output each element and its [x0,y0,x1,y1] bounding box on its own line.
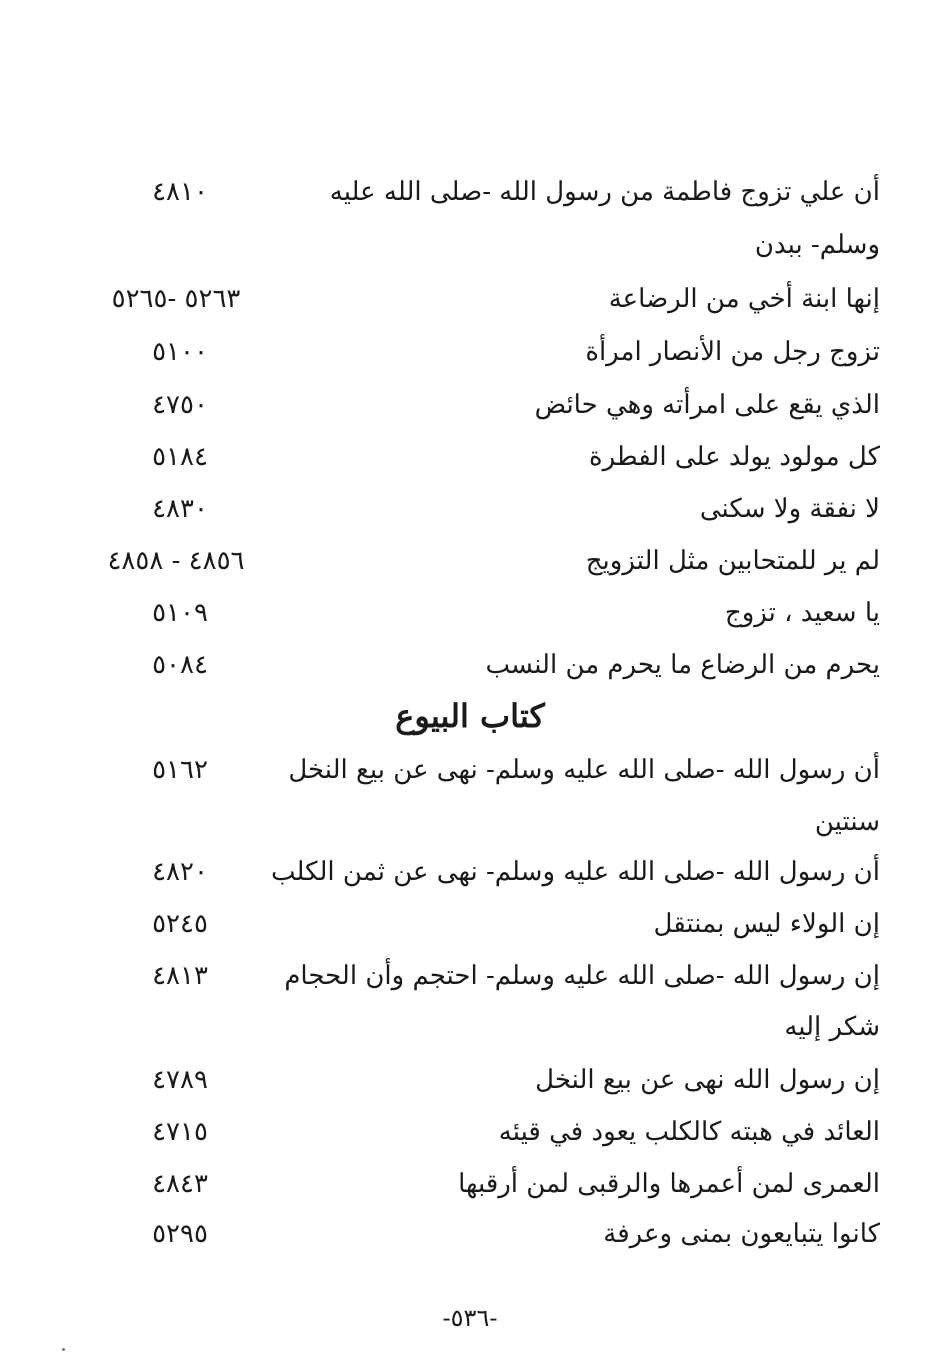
scan-speck [62,1348,65,1351]
hadith-entry [90,326,880,378]
hadith-text: كل مولود يولد على الفطرة [588,442,880,472]
hadith-entry [90,950,880,1002]
hadith-text: إن رسول الله نهى عن بيع النخل [535,1065,880,1095]
hadith-entry [90,166,880,218]
hadith-entry [90,379,880,431]
hadith-entry [90,898,880,950]
hadith-entry [90,639,880,691]
hadith-text: تزوج رجل من الأنصار امرأة [585,337,880,367]
hadith-text: لا نفقة ولا سكنى [699,494,880,524]
hadith-text: العمرى لمن أعمرها والرقبى لمن أرقبها [458,1169,880,1199]
hadith-reference-number: ٥١٠٠ [152,337,208,367]
hadith-text: أن رسول الله -صلى الله عليه وسلم- نهى عن ثمن الكلب [271,857,880,887]
hadith-entry [90,1158,880,1210]
section-heading: كتاب البيوع [395,697,545,735]
hadith-text: إنها ابنة أخي من الرضاعة [608,284,880,314]
hadith-reference-number: ٤٧٨٩ [152,1065,208,1095]
hadith-reference-number: ٤٨٤٣ [152,1169,208,1199]
page-number: -٥٣٦- [442,1304,498,1332]
hadith-entry [90,535,880,587]
hadith-reference-number: ٤٨٣٠ [152,494,208,524]
hadith-text: إن الولاء ليس بمنتقل [653,909,880,939]
hadith-entry [90,587,880,639]
hadith-reference-number: ٥١٦٢ [152,755,208,785]
hadith-text: كانوا يتبايعون بمنى وعرفة [603,1219,880,1249]
hadith-text: يحرم من الرضاع ما يحرم من النسب [485,650,880,680]
hadith-text: لم ير للمتحابين مثل التزويج [585,546,880,576]
hadith-reference-number: ٥٢٦٣ -٥٢٦٥ [111,284,241,314]
hadith-entry [90,744,880,796]
hadith-text: أن رسول الله -صلى الله عليه وسلم- نهى عن بيع النخل [288,755,880,785]
hadith-entry-continuation [90,796,880,848]
hadith-reference-number: ٤٧١٥ [152,1117,208,1147]
hadith-text: شكر إليه [784,1012,880,1042]
hadith-reference-number: ٥١٨٤ [152,442,208,472]
hadith-reference-number: ٤٨٢٠ [152,857,208,887]
hadith-entry [90,273,880,325]
hadith-reference-number: ٥١٠٩ [152,598,208,628]
hadith-text: العائد في هبته كالكلب يعود في قيئه [498,1117,880,1147]
hadith-text: الذي يقع على امرأته وهي حائض [534,390,880,420]
hadith-reference-number: ٤٨١٣ [152,961,208,991]
hadith-text: إن رسول الله -صلى الله عليه وسلم- احتجم وأن الحجام [284,961,880,991]
hadith-reference-number: ٤٨١٠ [152,177,208,207]
hadith-reference-number: ٥٢٩٥ [152,1219,208,1249]
hadith-entry [90,431,880,483]
hadith-reference-number: ٥٠٨٤ [152,650,208,680]
hadith-entry [90,1054,880,1106]
hadith-reference-number: ٤٧٥٠ [152,390,208,420]
hadith-text: يا سعيد ، تزوج [724,598,880,628]
hadith-entry [90,1208,880,1260]
hadith-text: سنتين [814,807,880,837]
hadith-reference-number: ٥٢٤٥ [152,909,208,939]
hadith-reference-number: ٤٨٥٦ - ٤٨٥٨ [107,546,245,576]
hadith-text: أن علي تزوج فاطمة من رسول الله -صلى الله عليه [329,177,880,207]
hadith-entry [90,483,880,535]
hadith-entry-continuation [90,219,880,271]
hadith-entry [90,846,880,898]
hadith-text: وسلم- ببدن [754,230,880,260]
hadith-entry-continuation [90,1001,880,1053]
hadith-entry [90,1106,880,1158]
